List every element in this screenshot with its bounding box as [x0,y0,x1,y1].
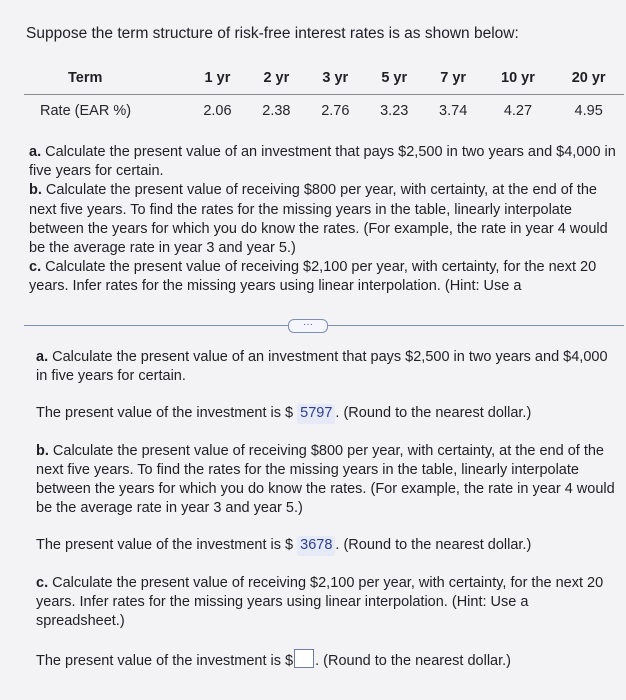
term-header: Term [24,62,188,95]
term-cell: 20 yr [553,62,624,95]
answer-b-label: b. [36,442,49,459]
rate-cell: 2.38 [262,103,291,119]
answer-c-result: The present value of the investment is $ . (Round to the nearest dollar.) [36,649,616,671]
answer-b-result: The present value of the investment is $ 3678 . (Round to the nearest dollar.) [36,536,616,555]
term-cell: 3 yr [306,62,365,95]
part-b-label: b. [29,182,42,199]
answer-c-label: c. [36,574,49,591]
rate-cell: 2.76 [321,103,350,119]
part-a-label: a. [29,144,42,160]
answer-section [36,348,616,671]
term-header-row [24,62,624,95]
answer-b-value[interactable]: 3678 [297,536,335,555]
part-c-label: c. [29,259,42,276]
term-cell: 1 yr [188,62,247,95]
answer-a-label: a. [36,349,49,365]
question-intro: Suppose the term structure of risk-free interest rates is as shown below: [26,25,519,42]
term-cell: 2 yr [247,62,306,95]
problem-part-b [29,181,619,258]
answer-question-c [36,574,616,632]
answer-question-a [36,348,616,386]
answer-c-text: Calculate the present value of receiving $2,100 per year, with certainty, for the next 20 years. Infer rates for the missing years using linear interpolation. (Hint: Use a spreadsheet.) [36,574,604,630]
problem-part-a [29,143,619,181]
term-cell: 7 yr [424,62,483,95]
problem-statement [29,143,619,297]
rate-cell: 4.27 [503,103,533,119]
answer-a-text: Calculate the present value of an investment that pays $2,500 in two years and $4,000 in five years for certain. [36,349,608,385]
answer-c-input[interactable] [294,649,314,668]
expand-more-button[interactable]: ··· [288,319,328,333]
answer-b-text: Calculate the present value of receiving $800 per year, with certainty, at the end of the next five years. To find the rates for the missing years in the table, linearly interpolate between the years for which you do know the rates. (For example, the rate in year 4 would be the average rate in year 3 and year 5.) [36,442,615,517]
answer-question-b [36,442,616,519]
part-a-text: Calculate the present value of an investment that pays $2,500 in two years and $4,000 in five years for certain. [29,144,616,180]
rate-cell: 2.06 [203,103,232,119]
answer-a-result: The present value of the investment is $ 5797 . (Round to the nearest dollar.) [36,404,616,423]
term-cell: 5 yr [365,62,424,95]
part-b-text: Calculate the present value of receiving $800 per year, with certainty, at the end of the next five years. To find the rates for the missing years in the table, linearly interpolate between the years for which you do know the rates. (For example, the rate in year 4 would be the average rate in year 3 and year 5.) [29,182,608,257]
rate-cell: 4.95 [574,103,603,119]
term-cell: 10 yr [483,62,554,95]
problem-part-c [29,258,619,296]
part-c-text: Calculate the present value of receiving $2,100 per year, with certainty, for the next 20 years. Infer rates for the missing years using linear interpolation. (Hint: Use a [29,259,597,295]
rate-row [24,95,624,128]
rate-table [24,62,624,127]
rate-cell: 3.23 [380,103,409,119]
rate-header: Rate (EAR %) [40,103,132,119]
rate-cell: 3.74 [439,103,468,119]
answer-a-value[interactable]: 5797 [297,404,335,423]
